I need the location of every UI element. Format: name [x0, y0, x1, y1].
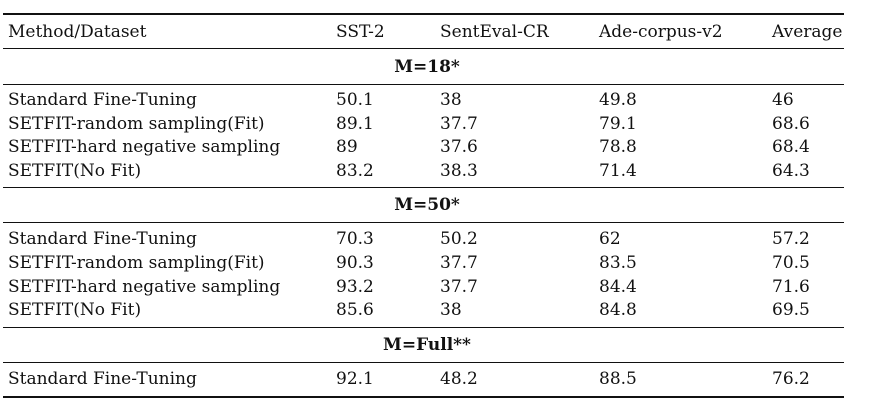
method-cell: Standard Fine-Tuning: [8, 90, 197, 110]
group-rule: [3, 327, 844, 328]
table-row: [0, 299, 874, 322]
ade-corpus-cell: 83.5: [599, 253, 637, 273]
average-cell: 76.2: [772, 369, 810, 389]
ade-corpus-cell: 84.4: [599, 277, 637, 297]
table-row: [0, 160, 874, 183]
column-header-sst2: SST-2: [336, 22, 385, 42]
sst2-cell: 89.1: [336, 114, 374, 134]
average-cell: 57.2: [772, 229, 810, 249]
method-cell: SETFIT-random sampling(Fit): [8, 114, 265, 134]
column-header-senteval-cr: SentEval-CR: [440, 22, 549, 42]
senteval-cr-cell: 37.7: [440, 114, 478, 134]
group-label-m18: M=18*: [394, 57, 460, 77]
average-cell: 46: [772, 90, 794, 110]
average-cell: 69.5: [772, 300, 810, 320]
ade-corpus-cell: 84.8: [599, 300, 637, 320]
group-rule: [3, 187, 844, 188]
senteval-cr-cell: 38.3: [440, 161, 478, 181]
table-top-rule: [3, 13, 844, 15]
sst2-cell: 83.2: [336, 161, 374, 181]
group-label-m50: M=50*: [394, 195, 460, 215]
average-cell: 70.5: [772, 253, 810, 273]
sst2-cell: 50.1: [336, 90, 374, 110]
method-cell: SETFIT(No Fit): [8, 161, 142, 181]
table-header-row: [0, 21, 874, 44]
senteval-cr-cell: 37.6: [440, 137, 478, 157]
ade-corpus-cell: 88.5: [599, 369, 637, 389]
method-cell: SETFIT-hard negative sampling: [8, 277, 281, 297]
ade-corpus-cell: 62: [599, 229, 621, 249]
method-cell: Standard Fine-Tuning: [8, 369, 197, 389]
method-cell: SETFIT-hard negative sampling: [8, 137, 281, 157]
sst2-cell: 85.6: [336, 300, 374, 320]
column-header-method: Method/Dataset: [8, 22, 147, 42]
senteval-cr-cell: 38: [440, 300, 462, 320]
column-header-average: Average: [772, 22, 843, 42]
group-label-mfull: M=Full**: [383, 335, 471, 355]
sst2-cell: 89: [336, 137, 358, 157]
ade-corpus-cell: 79.1: [599, 114, 637, 134]
ade-corpus-cell: 78.8: [599, 137, 637, 157]
sst2-cell: 93.2: [336, 277, 374, 297]
table-row: [0, 228, 874, 251]
sst2-cell: 70.3: [336, 229, 374, 249]
ade-corpus-cell: 71.4: [599, 161, 637, 181]
average-cell: 64.3: [772, 161, 810, 181]
column-header-ade-corpus: Ade-corpus-v2: [599, 22, 723, 42]
method-cell: Standard Fine-Tuning: [8, 229, 197, 249]
senteval-cr-cell: 48.2: [440, 369, 478, 389]
table-row: [0, 252, 874, 275]
sst2-cell: 92.1: [336, 369, 374, 389]
senteval-cr-cell: 38: [440, 90, 462, 110]
senteval-cr-cell: 37.7: [440, 277, 478, 297]
senteval-cr-cell: 50.2: [440, 229, 478, 249]
method-cell: SETFIT(No Fit): [8, 300, 142, 320]
table-row: [0, 136, 874, 159]
method-cell: SETFIT-random sampling(Fit): [8, 253, 265, 273]
table-row: [0, 89, 874, 112]
group-rule: [3, 84, 844, 85]
table-row: [0, 368, 874, 391]
ade-corpus-cell: 49.8: [599, 90, 637, 110]
senteval-cr-cell: 37.7: [440, 253, 478, 273]
group-rule: [3, 222, 844, 223]
header-rule: [3, 48, 844, 49]
table-row: [0, 113, 874, 136]
group-rule: [3, 362, 844, 363]
average-cell: 68.6: [772, 114, 810, 134]
sst2-cell: 90.3: [336, 253, 374, 273]
average-cell: 68.4: [772, 137, 810, 157]
table-bottom-rule: [3, 396, 844, 398]
table-row: [0, 276, 874, 299]
average-cell: 71.6: [772, 277, 810, 297]
